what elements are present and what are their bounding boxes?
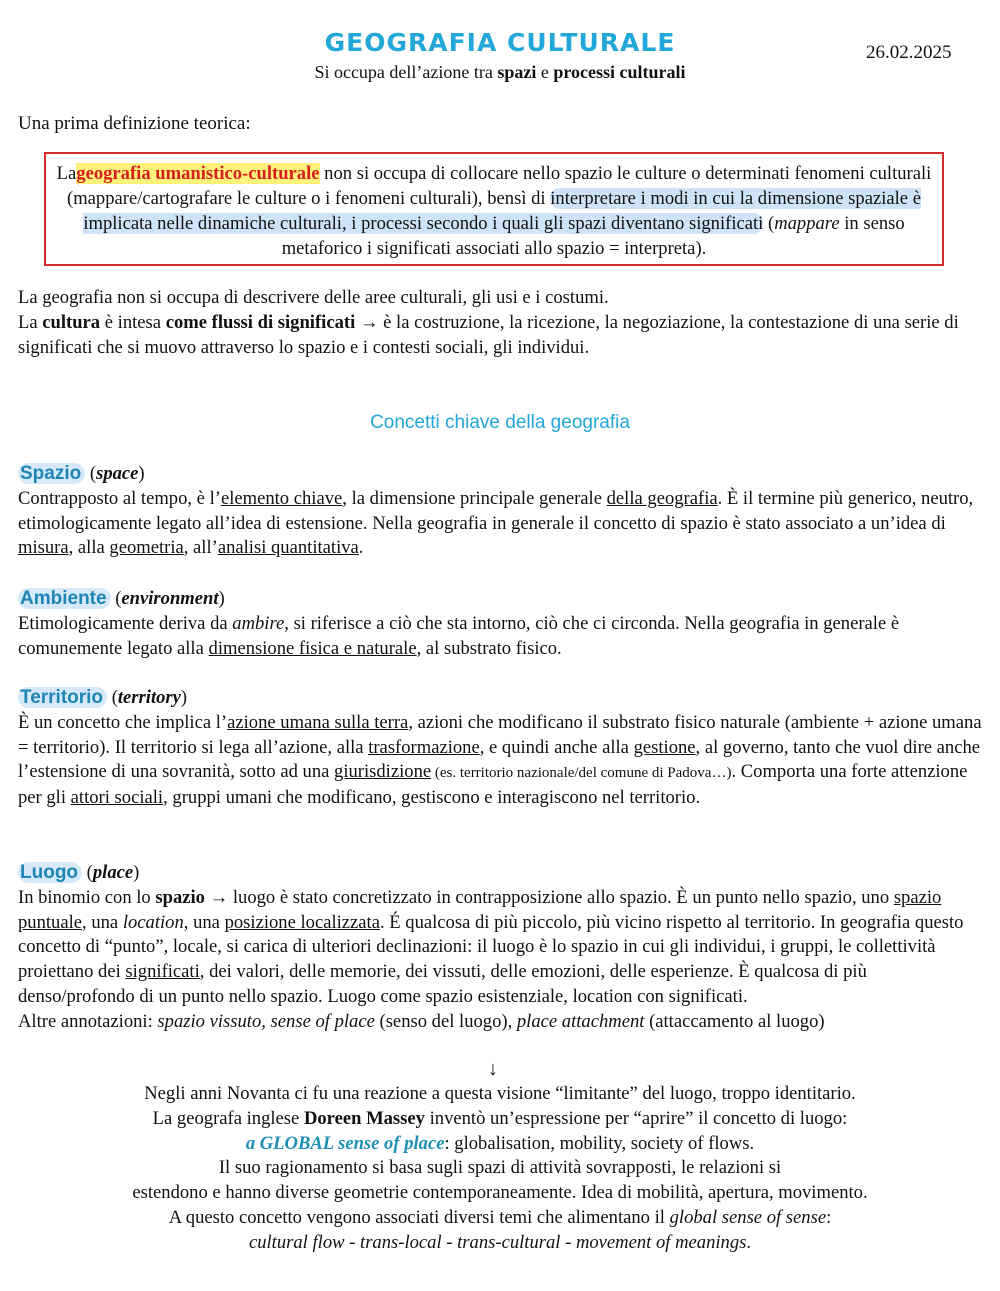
underlined-text: misura [18,537,69,559]
annotations-text: (senso del luogo) [374,1010,508,1032]
spazio-text: , la dimensione principale generale [342,487,607,509]
underlined-text: giurisdizione [334,761,432,783]
massey-line: Il suo ragionamento si basa sugli spazi di attività sovrapposti, le relazioni si [218,1157,782,1179]
spazio-text: . È il termine più generico, neutro, etimologicamente legato all’idea di estensione. Nella geografia in generale il concetto di spazio è stato associato a un’idea di [18,487,974,534]
spazio-text: Contrapposto al tempo, è l’ [18,487,221,509]
annotations-text: (attaccamento al luogo) [644,1010,825,1032]
period: . [746,1231,752,1253]
definition-italic: mappare [774,213,840,234]
culture-bold: cultura [42,311,101,333]
underlined-text: azione umana sulla terra [227,711,409,733]
term-luogo: Luogo [18,862,82,883]
spazio-block: Spazio (space) Contrapposto al tempo, è l’elemento chiave, la dimensione principale generale della geografia. È il termine più generico, neutro, etimologicamente legato all’idea di estensione. Nella geografia in generale il concetto di spazio è stato associato a un’idea di misura, alla geometria, all’analisi quantitativa. [18,463,974,559]
intro-line: Una prima definizione teorica: [18,113,251,134]
ambiente-block: Ambiente (environment) Etimologicamente deriva da ambire, si riferisce a ciò che sta intorno, ciò che ci circonda. Nella geografia in generale è comunemente legato alla dimensione fisica e naturale, al substrato fisico. [18,588,900,659]
massey-line: Negli anni Novanta ci fu una reazione a questa visione “limitante” del luogo, troppo identitario. [144,1083,856,1104]
subtitle-bold-spazi: spazi [497,62,537,82]
underlined-text: trasformazione [368,736,480,758]
term-ambiente: Ambiente [18,588,111,609]
term-english: place [92,862,134,883]
definition-box [44,152,944,266]
underlined-text: analisi quantitativa [217,537,359,559]
massey-themes [0,1231,1000,1256]
subtitle-text: Si occupa dell’azione tra [314,62,498,82]
term-english: territory [117,687,181,708]
page-title: GEOGRAFIA CULTURALE [324,28,676,57]
territorio-text: , e quindi anche alla [479,736,634,758]
luogo-text: , una [183,911,225,933]
massey-block [0,1082,1000,1256]
subtitle-bold-processi: processi culturali [553,62,686,82]
ambiente-text: , si riferisce a ciò che sta intorno, ciò che ci circonda. Nella geografia in generale è comunemente legato alla [18,612,900,659]
term-territorio: Territorio [18,687,107,708]
definition-highlight-blue: interpretare i modi in cui la dimensione spaziale è implicata nelle dinamiche culturali, i processi secondo i quali gli spazi diventano significati [83,188,921,234]
separator: - [344,1231,361,1253]
culture-bold-flussi: come flussi di significati [165,311,356,333]
underlined-text: spazio puntuale [18,886,942,933]
section-title: Concetti chiave della geografia [370,412,630,433]
italic-text: , place attachment [507,1010,645,1032]
arrow-down-icon: ↓ [488,1058,498,1080]
massey-line: estendono e hanno diverse geometrie contemporaneamente. Idea di mobilità, apertura, movimento. [132,1182,868,1204]
culture-text: La [18,311,43,333]
culture-line-1: La geografia non si occupa di descrivere delle aree culturali, gli usi e i costumi. [18,287,609,308]
underlined-text: posizione localizzata [224,911,380,933]
page-subtitle [0,62,1000,83]
massey-text: A questo concetto vengono associati diversi temi che alimentano il [168,1206,670,1228]
territorio-text: . Comporta una forte attenzione per gli [18,761,968,809]
term-spazio: Spazio [18,463,85,484]
luogo-text: In binomio con lo [18,886,156,908]
culture-text: è intesa [100,311,166,333]
annotations-text: Altre annotazioni: [18,1010,158,1032]
definition-text: in senso metaforico i significati associati allo spazio = interpreta). [281,213,905,259]
spazio-text: . [358,537,364,559]
territorio-block: Territorio (territory) È un concetto che implica l’azione umana sulla terra, azioni che modificano il substrato fisico naturale (ambiente + azione umana = territorio). Il territorio si lega all’azione, alla trasformazione, e quindi anche alla gestione, al governo, tanto che vuol dire anche l’estensione di una sovranità, sotto ad una giurisdizione (es. territorio nazionale/del comune di Padova…). Comporta una forte attenzione per gli attori sociali, gruppi umani che modificano, gestiscono e interagiscono nel territorio. [18,687,982,809]
subtitle-text-and: e [536,62,554,82]
culture-text: è la costruzione, la ricezione, la negoziazione, la contestazione di una serie di significati che si muovo attraverso lo spazio e i contesti sociali, gli individui. [18,311,959,358]
separator: - [560,1231,576,1253]
massey-line [0,1206,1000,1231]
definition-text: non si occupa di collocare nello spazio le culture o determinati fenomeni culturali (mappare/cartografare le culture o i fenomeni culturali), bensì di [67,163,932,209]
underlined-text: significati [125,961,200,983]
definition-highlight-term: geografia umanistico-culturale [76,163,320,184]
small-text: (es. territorio nazionale/del comune di Padova…) [431,765,732,782]
underlined-text: gestione [633,736,696,758]
spazio-text: , all’ [183,537,218,559]
massey-text: La geografa inglese [152,1107,304,1129]
underlined-text: attori sociali [70,787,164,809]
theme-trans-cultural: trans-cultural [457,1231,561,1253]
definition-text: La [56,163,77,184]
term-english: space [96,463,139,484]
territorio-text: , azioni che modificano il substrato fisico naturale (ambiente + azione umana = territorio). Il territorio si lega all’azione, alla [18,711,982,758]
theme-cultural-flow: cultural flow [248,1231,345,1253]
underlined-text: elemento chiave [220,487,343,509]
term-english: environment [121,588,219,609]
date: 26.02.2025 [866,42,952,63]
arrow-right: → [355,311,379,333]
theme-movement-of-meanings: movement of meanings [575,1231,747,1253]
massey-text: inventò un’espressione per “aprire” il concetto di luogo: [424,1107,848,1129]
ambiente-text: Etimologicamente deriva da [18,612,233,634]
italic-text: spazio vissuto, sense of place [157,1010,375,1032]
spazio-text: , alla [68,537,110,559]
bold-text: spazio [155,886,205,908]
territorio-text: È un concetto che implica l’ [18,711,228,733]
italic-text: location [122,911,184,933]
definition-text: ( [763,213,775,234]
culture-paragraph [18,286,983,360]
italic-text: ambire [232,612,285,634]
global-sense-of-place: a GLOBAL sense of place [245,1132,445,1154]
massey-text: : globalisation, mobility, society of flows. [444,1132,755,1154]
territorio-text: , al governo, tanto che vuol dire anche l’estensione di una sovranità, sotto ad una [18,736,981,783]
luogo-text: luogo è stato concretizzato in contrapposizione allo spazio. È un punto nello spazio, uno [228,886,894,908]
underlined-text: geometria [109,537,184,559]
massey-text: : [826,1206,832,1228]
massey-line [0,1132,1000,1157]
luogo-block: Luogo (place) In binomio con lo spazio → luogo è stato concretizzato in contrapposizione allo spazio. È un punto nello spazio, uno spazio puntuale, una location, una posizione localizzata. É qualcosa di più piccolo, più vicino rispetto al territorio. In geografia questo concetto di “punto”, locale, si carica di ulteriori declinazioni: il luogo è lo spazio in cui gli individui, i gruppi, le collettività proiettano dei significati, dei valori, delle memorie, dei vissuti, delle emozioni, delle esperienze. È qualcosa di più denso/profondo di un punto nello spazio. Luogo come spazio esistenziale, location con significati. Altre annotazioni: spazio vissuto, sense of place (senso del luogo), place attachment (attaccamento al luogo) [18,862,964,1032]
italic-text: global sense of sense [669,1206,827,1228]
underlined-text: della geografia [606,487,718,509]
author-name: Doreen Massey [303,1107,425,1129]
theme-trans-local: trans-local [360,1231,442,1253]
ambiente-text: , al substrato fisico. [416,637,562,659]
luogo-text: , dei valori, delle memorie, dei vissuti, delle emozioni, delle esperienze. È qualcosa di più denso/profondo di un punto nello spazio. Luogo come spazio esistenziale, location con significati. [18,961,867,1007]
territorio-text: , gruppi umani che modificano, gestiscono e interagiscono nel territorio. [163,787,701,809]
luogo-text: . É qualcosa di più piccolo, più vicino rispetto al territorio. In geografia questo concetto di “punto”, locale, si carica di ulteriori declinazioni: il luogo è lo spazio in cui gli individui, i gruppi, le collettività proiettano dei [18,911,964,983]
arrow-right: → [204,886,229,908]
separator: - [441,1231,458,1253]
massey-line [0,1107,1000,1132]
luogo-text: , una [82,911,123,933]
underlined-text: dimensione fisica e naturale [208,637,417,659]
